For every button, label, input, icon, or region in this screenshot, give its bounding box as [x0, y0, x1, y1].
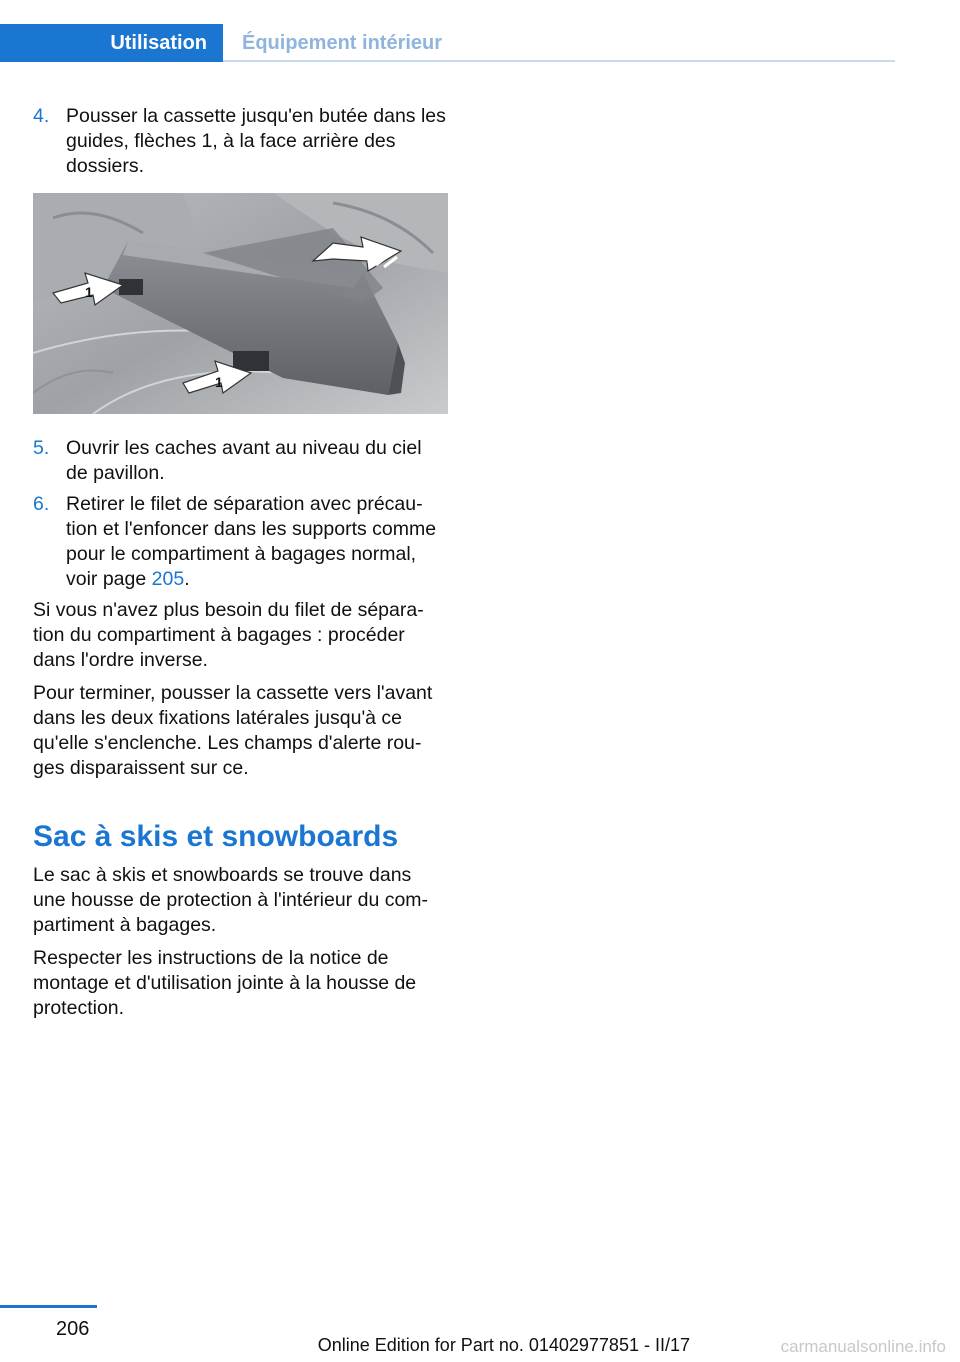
step-5 [33, 436, 448, 486]
step-number: 5. [33, 437, 50, 459]
chapter-tab-equipement[interactable]: Équipement intérieur [242, 31, 443, 54]
step-number: 6. [33, 493, 50, 515]
arrow-label-bottom: 1 [215, 374, 223, 390]
step-text: Retirer le filet de séparation avec précau‐tion et l'enfoncer dans les supports comme pour le compartiment à bagages normal, voir page [66, 493, 437, 590]
paragraph-finish: Pour terminer, pousser la cassette vers l'avant dans les deux fixations latérales jusqu'à ce qu'elle s'enclenche. Les champs d'alerte rou‐ges disparaissent sur ce. [33, 682, 433, 779]
paragraph-reverse-order: Si vous n'avez plus besoin du filet de sépara‐tion du compartiment à bagages : procéder dans l'ordre inverse. [33, 599, 424, 671]
edition-note: Online Edition for Part no. 01402977851 - II/17 [317, 1335, 690, 1355]
step-6 [33, 492, 448, 592]
arrow-label-left: 1 [85, 284, 93, 300]
step-text-end: . [184, 568, 190, 590]
step-4 [33, 104, 448, 179]
step-text: Pousser la cassette jusqu'en butée dans les guides, flèches 1, à la face arrière des dossiers. [66, 105, 446, 177]
section-heading-ski-bag: Sac à skis et snowboards [33, 820, 399, 853]
step-text: Ouvrir les caches avant au niveau du ciel de pavillon. [66, 437, 422, 484]
watermark: carmanualsonline.info [780, 1337, 946, 1356]
footer-divider [0, 1305, 97, 1308]
page-reference-link[interactable]: 205 [151, 568, 185, 590]
main-content [33, 104, 448, 1029]
paragraph-ski-bag-location: Le sac à skis et snowboards se trouve dans une housse de protection à l'intérieur du com‐partiment à bagages. [33, 864, 429, 936]
step-number: 4. [33, 105, 50, 127]
page-header [0, 0, 895, 62]
header-divider [223, 60, 895, 62]
paragraph-ski-bag-instructions: Respecter les instructions de la notice de montage et d'utilisation jointe à la housse de protection. [33, 947, 417, 1019]
cassette-installation-figure [33, 193, 448, 414]
page-number: 206 [56, 1318, 90, 1340]
section-tab-utilisation[interactable]: Utilisation [0, 24, 223, 62]
